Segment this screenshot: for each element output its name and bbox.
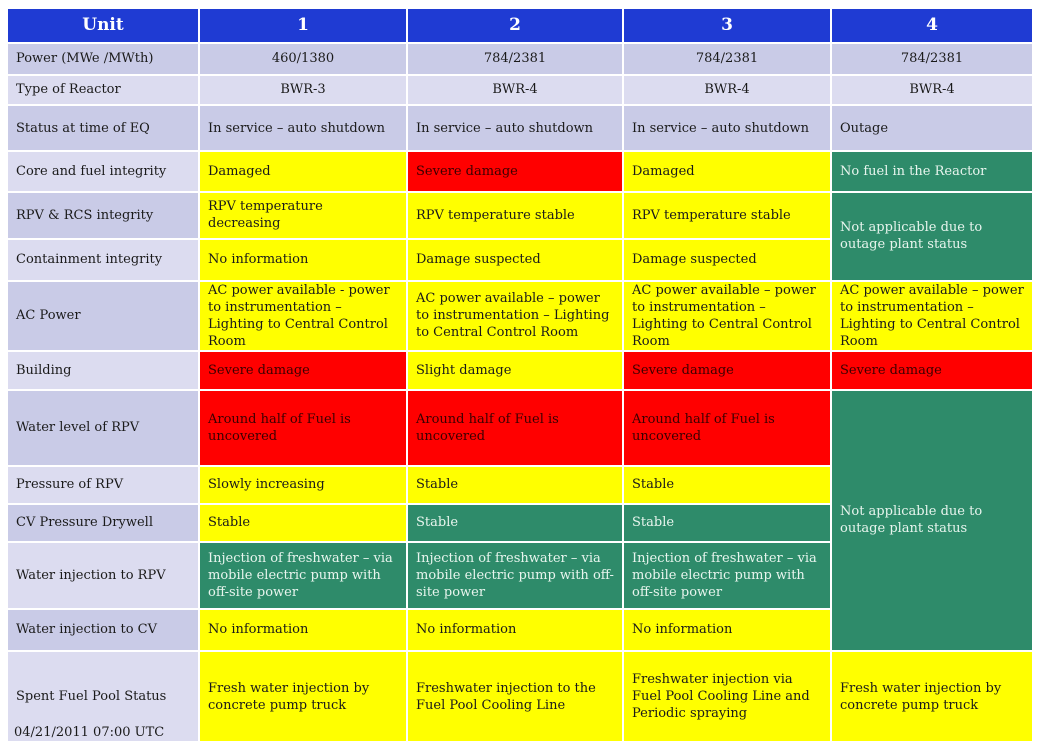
row-label-water-level: Water level of RPV — [8, 391, 198, 466]
cell-ac-u3: AC power available – power to instrumentation – Lighting to Central Control Room — [624, 282, 830, 351]
header-unit-4: 4 — [832, 9, 1032, 42]
row-label-core: Core and fuel integrity — [8, 152, 198, 190]
cell-containment-u3: Damage suspected — [624, 240, 830, 279]
cell-rpv-containment-u4: Not applicable due to outage plant status — [832, 193, 1032, 280]
row-label-containment: Containment integrity — [8, 240, 198, 279]
row-label-reactor: Type of Reactor — [8, 76, 198, 104]
cell-core-u3: Damaged — [624, 152, 830, 190]
cell-spent-u1: Fresh water injection by concrete pump truck — [200, 652, 406, 741]
cell-spent-u3: Freshwater injection via Fuel Pool Cooling Line and Periodic spraying — [624, 652, 830, 741]
cell-spent-u4: Fresh water injection by concrete pump truck — [832, 652, 1032, 741]
row-label-cv-pressure: CV Pressure Drywell — [8, 505, 198, 541]
row-label-spent: Spent Fuel Pool Status — [8, 652, 198, 741]
row-label-rpv: RPV & RCS integrity — [8, 193, 198, 238]
cell-inj-rpv-u2: Injection of freshwater – via mobile electric pump with off-site power — [408, 543, 622, 608]
cell-ac-u1: AC power available - power to instrumentation – Lighting to Central Control Room — [200, 282, 406, 351]
cell-status-u2: In service – auto shutdown — [408, 106, 622, 150]
cell-ac-u4: AC power available – power to instrumentation – Lighting to Central Control Room — [832, 282, 1032, 351]
row-label-pressure: Pressure of RPV — [8, 467, 198, 502]
cell-status-u3: In service – auto shutdown — [624, 106, 830, 150]
cell-cv-pressure-u2: Stable — [408, 505, 622, 541]
cell-containment-u1: No information — [200, 240, 406, 279]
timestamp-label: 04/21/2011 07:00 UTC — [14, 725, 165, 740]
cell-inj-cv-u1: No information — [200, 610, 406, 650]
row-label-building: Building — [8, 352, 198, 388]
cell-status-u1: In service – auto shutdown — [200, 106, 406, 150]
table-row — [8, 352, 1032, 388]
cell-reactor-u1: BWR-3 — [200, 76, 406, 104]
cell-inj-rpv-u3: Injection of freshwater – via mobile electric pump with off-site power — [624, 543, 830, 608]
cell-power-u2: 784/2381 — [408, 44, 622, 73]
row-label-ac: AC Power — [8, 282, 198, 351]
table-row — [8, 44, 1032, 73]
cell-pressure-u3: Stable — [624, 467, 830, 502]
row-label-status: Status at time of EQ — [8, 106, 198, 150]
cell-core-u4: No fuel in the Reactor — [832, 152, 1032, 190]
row-label-inj-rpv: Water injection to RPV — [8, 543, 198, 608]
cell-reactor-u2: BWR-4 — [408, 76, 622, 104]
cell-inj-cv-u3: No information — [624, 610, 830, 650]
cell-water-level-u2: Around half of Fuel is uncovered — [408, 391, 622, 466]
table-row — [8, 193, 1032, 238]
cell-power-u3: 784/2381 — [624, 44, 830, 73]
cell-rpv-u3: RPV temperature stable — [624, 193, 830, 238]
table-row — [8, 106, 1032, 150]
header-unit: Unit — [8, 9, 198, 42]
cell-rpv-u1: RPV temperature decreasing — [200, 193, 406, 238]
cell-merged-u4: Not applicable due to outage plant status — [832, 391, 1032, 650]
cell-reactor-u3: BWR-4 — [624, 76, 830, 104]
cell-inj-cv-u2: No information — [408, 610, 622, 650]
cell-power-u4: 784/2381 — [832, 44, 1032, 73]
cell-containment-u2: Damage suspected — [408, 240, 622, 279]
cell-reactor-u4: BWR-4 — [832, 76, 1032, 104]
cell-core-u2: Severe damage — [408, 152, 622, 190]
cell-building-u4: Severe damage — [832, 352, 1032, 388]
cell-power-u1: 460/1380 — [200, 44, 406, 73]
cell-ac-u2: AC power available – power to instrumentation – Lighting to Central Control Room — [408, 282, 622, 351]
header-unit-2: 2 — [408, 9, 622, 42]
cell-status-u4: Outage — [832, 106, 1032, 150]
cell-inj-rpv-u1: Injection of freshwater – via mobile electric pump with off-site power — [200, 543, 406, 608]
cell-building-u2: Slight damage — [408, 352, 622, 388]
reactor-status-table — [6, 7, 1034, 743]
row-label-inj-cv: Water injection to CV — [8, 610, 198, 650]
header-row — [8, 9, 1032, 42]
header-unit-3: 3 — [624, 9, 830, 42]
cell-water-level-u1: Around half of Fuel is uncovered — [200, 391, 406, 466]
cell-building-u1: Severe damage — [200, 352, 406, 388]
cell-cv-pressure-u1: Stable — [200, 505, 406, 541]
cell-core-u1: Damaged — [200, 152, 406, 190]
row-label-power: Power (MWe /MWth) — [8, 44, 198, 73]
table-row — [8, 282, 1032, 351]
table-row — [8, 76, 1032, 104]
cell-pressure-u1: Slowly increasing — [200, 467, 406, 502]
cell-cv-pressure-u3: Stable — [624, 505, 830, 541]
header-unit-1: 1 — [200, 9, 406, 42]
cell-water-level-u3: Around half of Fuel is uncovered — [624, 391, 830, 466]
cell-rpv-u2: RPV temperature stable — [408, 193, 622, 238]
table-row — [8, 391, 1032, 466]
cell-building-u3: Severe damage — [624, 352, 830, 388]
cell-spent-u2: Freshwater injection to the Fuel Pool Cooling Line — [408, 652, 622, 741]
table-row — [8, 152, 1032, 190]
cell-pressure-u2: Stable — [408, 467, 622, 502]
